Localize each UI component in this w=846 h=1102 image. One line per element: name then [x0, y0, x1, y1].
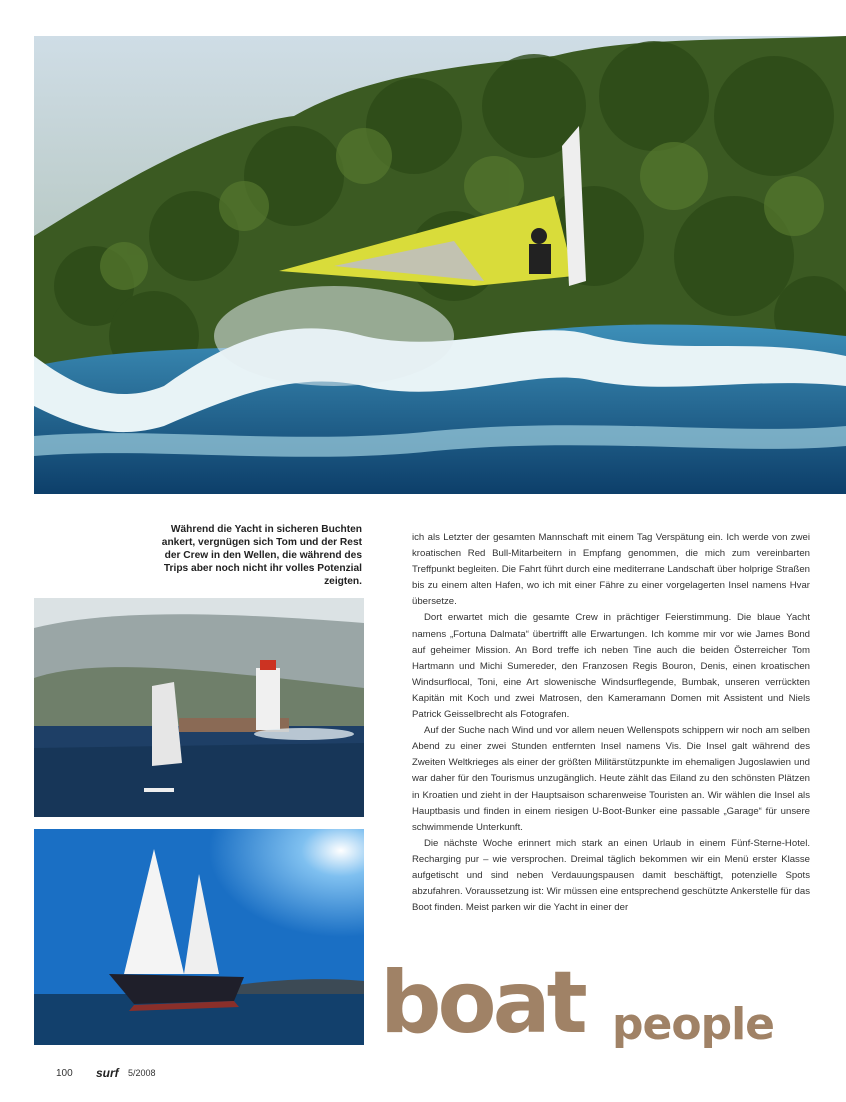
yacht-photo	[34, 829, 364, 1045]
page-number: 100	[56, 1068, 73, 1079]
magazine-logo: surf	[96, 1066, 119, 1080]
paragraph: Auf der Suche nach Wind und vor allem neuen Wellenspots schippern wir noch am selben Abend zu einer zwei Stunden entfernten Insel namens Vis. Die Insel galt während des Zweiten Weltkrieges als einer der größten Militärstützpunkte im ehemaligen Jugoslawien und war daher für den Tourismus unzugänglich. Heute zählt das Eiland zu den schönsten Plätzen in Kroatien und zieht in der Hauptsaison scharenweise Touristen an. Wir wählen die Insel als Hauptbasis und finden in einem riesigen U-Boot-Bunker eine passable „Garage“ für unsere schwimmende Unterkunft.	[412, 725, 810, 833]
paragraph: Dort erwartet mich die gesamte Crew in prächtiger Feierstimmung. Die blaue Yacht namens „Fortuna Dalmata“ übertrifft alle Erwartungen. Ich komme mir vor wie James Bond auf geheimer Mission. An Bord treffe ich neben Tine auch die beiden Österreicher Tom Hartmann und Michi Sumereder, den Franzosen Regis Bouron, Denis, einen kroatischen Windsurflocal, Toni, eine Art slowenische Windsurflegende, Bumbak, unseren verrückten Kapitän mit Koch und zwei Matrosen, den Kameramann Domen mit Assistent und Niels Patrick Geisselbrecht als Fotografen.	[412, 612, 810, 721]
paragraph: Die nächste Woche erinnert mich stark an einen Urlaub in einem Fünf-Sterne-Hotel. Recharging pur – wie versprochen. Dreimal täglich bekommen wir ein Menü erster Klasse aufgetischt und sind neben Verdauungspausen damit beschäftigt, potenzielle Spots abzufahren. Voraussetzung ist: Wir müssen eine entsprechend geschützte Ankerstelle für das Boot finden. Meist parken wir die Yacht in einer der	[412, 837, 810, 914]
article-body	[412, 530, 810, 916]
headline-word-boat: boat	[380, 953, 584, 1053]
lighthouse-photo	[34, 598, 364, 817]
photo-caption: Während die Yacht in sicheren Buchten ankert, vergnügen sich Tom und der Rest der Crew in den Wellen, die während des Trips aber noch nicht ihr volles Potenzial zeigten.	[161, 524, 362, 587]
hero-photo	[34, 36, 846, 494]
headline-word-people: people	[612, 999, 774, 1050]
issue-label: 5/2008	[128, 1068, 156, 1078]
paragraph: ich als Letzter der gesamten Mannschaft mit einem Tag Verspätung ein. Ich werde von zwei kroatischen Red Bull-Mitarbeitern in Empfang genommen, die mich zum vereinbarten Treffpunkt begleiten. Die Fahrt führt durch eine mediterrane Landschaft über holprige Straßen bis zu einem alten Hafen, wo ich mit einer Fähre zu einer vorgelagerten Insel namens Hvar übersetze.	[412, 532, 810, 608]
